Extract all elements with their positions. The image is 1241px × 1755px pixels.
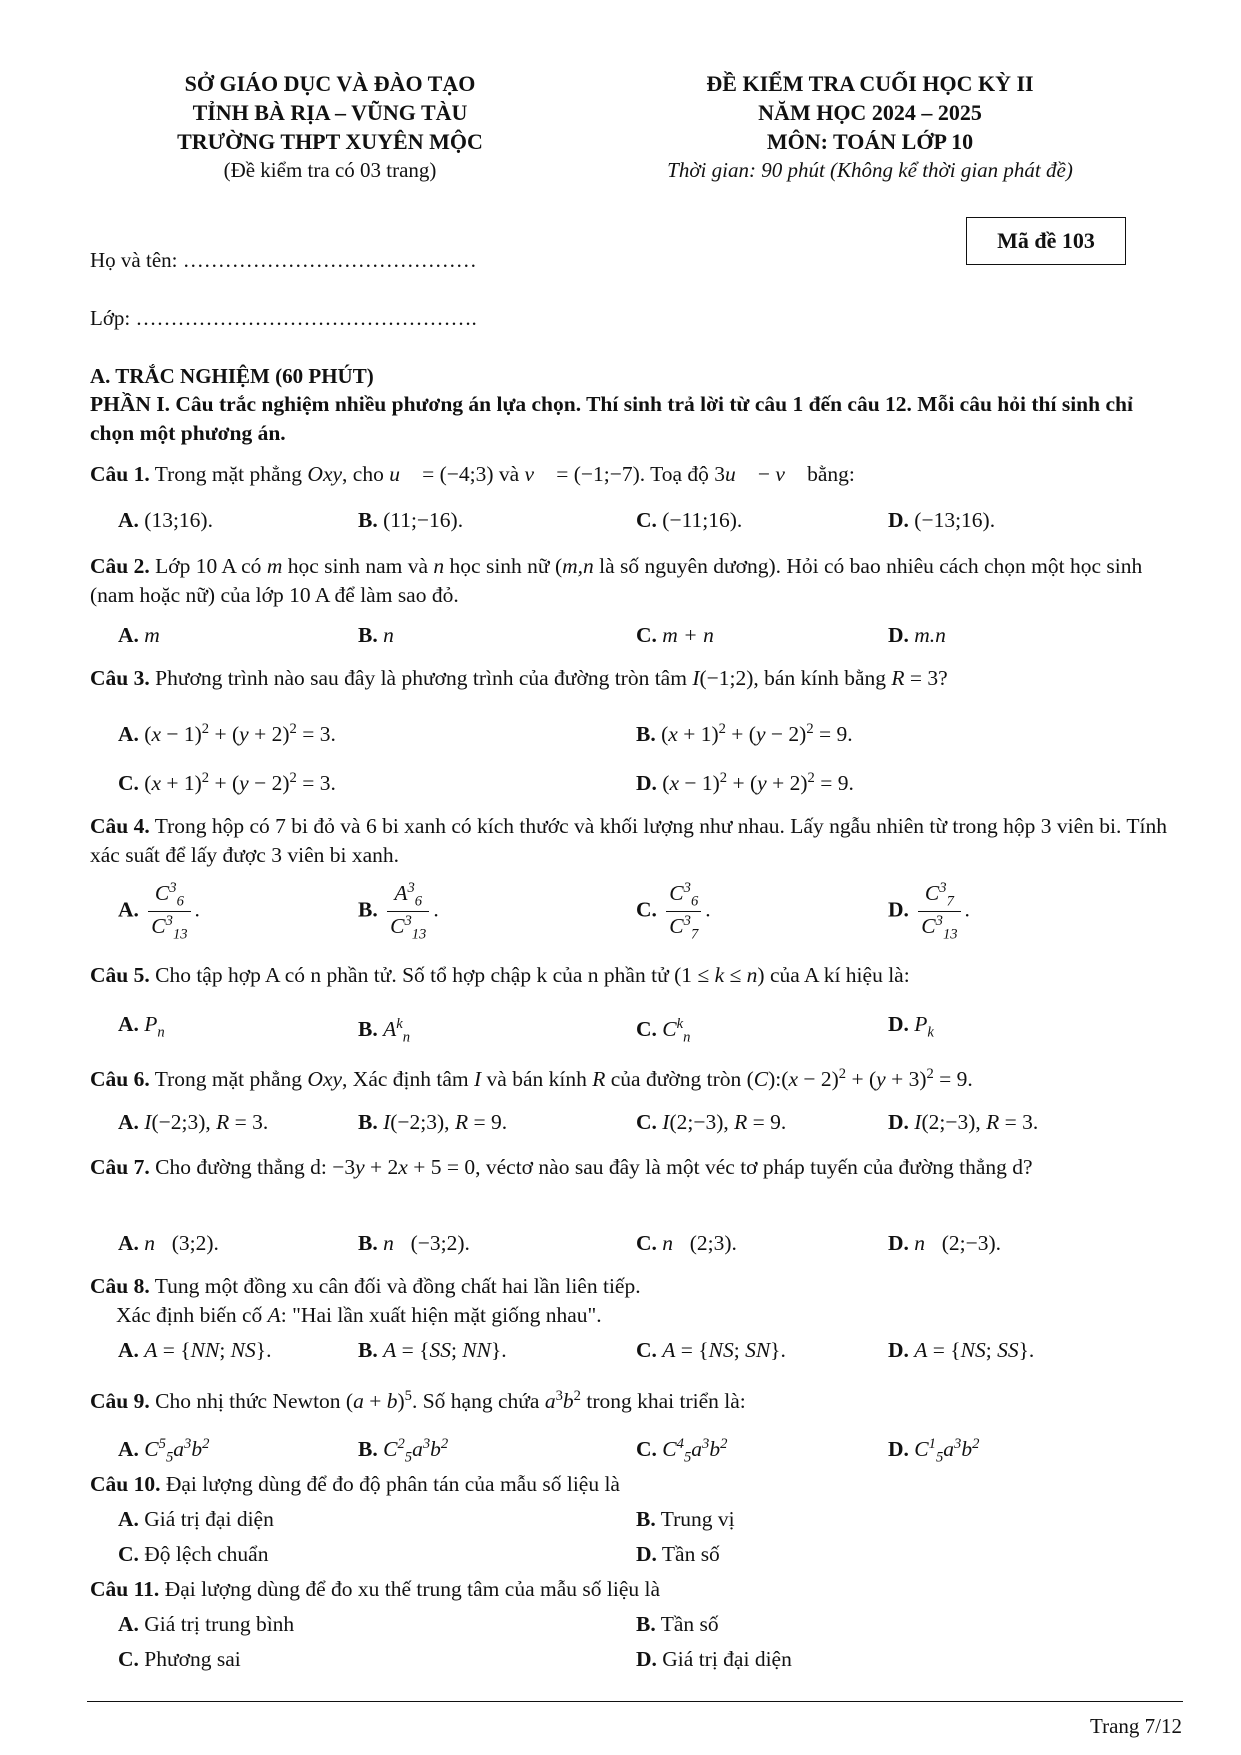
q2-option-d[interactable]: D. m.n <box>888 623 946 647</box>
q6-option-b[interactable]: B. I(−2;3), R = 9. <box>358 1110 508 1134</box>
dept-name: SỞ GIÁO DỤC VÀ ĐÀO TẠO <box>184 71 476 96</box>
q2-option-b[interactable]: B. n <box>358 623 394 647</box>
q1-option-b[interactable]: B. (11;−16). <box>358 508 464 532</box>
class-field: Lớp: …………………………………………. <box>90 306 477 330</box>
q11-option-d[interactable]: D. Giá trị đại diện <box>636 1647 792 1671</box>
question-1: Câu 1. Trong mặt phẳng Oxy, cho u⃗ = (−4;3) và v⃗ = (−1;−7). Toạ độ 3u⃗ − v⃗ bằng: <box>90 462 855 486</box>
q7-option-c[interactable]: C. n⃗(2;3). <box>636 1231 737 1255</box>
q10-option-b[interactable]: B. Trung vị <box>636 1507 735 1531</box>
q4-option-a[interactable]: A. $\frac{C^3_6}{C^3_{13}}$ . <box>118 880 200 943</box>
exam-code-box: Mã đề 103 <box>966 217 1126 265</box>
q11-option-c[interactable]: C. Phương sai <box>118 1647 241 1671</box>
q3-option-c[interactable]: C. $(x + 1)^2 + (y - 2)^2 = 3$. <box>118 770 336 796</box>
q4-option-b[interactable]: B. $\frac{A^3_6}{C^3_{13}}$ . <box>358 880 439 943</box>
q1-option-d[interactable]: D. (−13;16). <box>888 508 996 532</box>
q2-option-a[interactable]: A. m <box>118 623 160 647</box>
q7-option-a[interactable]: A. n⃗(3;2). <box>118 1231 219 1255</box>
question-4: Câu 4. Trong hộp có 7 bi đỏ và 6 bi xanh có kích thước và khối lượng như nhau. Lấy ngẫu nhiên từ trong hộp 3 viên bi. Tính xác suất để lấy được 3 viên bi xanh. <box>90 814 1167 867</box>
q1-option-a[interactable]: A. (13;16). <box>118 508 213 532</box>
question-3: Câu 3. Phương trình nào sau đây là phương trình của đường tròn tâm I(−1;2), bán kính bằng R = 3? <box>90 666 948 690</box>
q3-option-b[interactable]: B. $(x + 1)^2 + (y - 2)^2 = 9$. <box>636 721 853 747</box>
q6-option-d[interactable]: D. I(2;−3), R = 3. <box>888 1110 1039 1134</box>
question-8-line2: Xác định biến cố A: "Hai lần xuất hiện mặt giống nhau". <box>116 1303 602 1327</box>
question-7: Câu 7. Cho đường thẳng d: −3y + 2x + 5 = 0, véctơ nào sau đây là một véc tơ pháp tuyến của đường thẳng d? <box>90 1155 1033 1179</box>
question-9: Câu 9. Cho nhị thức Newton $(a + b)^5$. Số hạng chứa $a^3b^2$ trong khai triển là: <box>90 1388 746 1414</box>
question-2: Câu 2. Lớp 10 A có m học sinh nam và n học sinh nữ (m,n là số nguyên dương). Hỏi có bao nhiêu cách chọn một học sinh (nam hoặc nữ) của lớp 10 A để làm sao đỏ. <box>90 554 1143 607</box>
q5-option-a[interactable]: A. $P_n$ <box>118 1012 165 1041</box>
footer-divider <box>87 1701 1183 1702</box>
q1-option-c[interactable]: C. (−11;16). <box>636 508 743 532</box>
q8-option-a[interactable]: A. A = {NN; NS}. <box>118 1338 272 1362</box>
q7-option-b[interactable]: B. n⃗(−3;2). <box>358 1231 470 1255</box>
q10-option-d[interactable]: D. Tần số <box>636 1542 720 1566</box>
q2-option-c[interactable]: C. m + n <box>636 623 714 647</box>
q3-option-a[interactable]: A. $(x - 1)^2 + (y + 2)^2 = 3$. <box>118 721 336 747</box>
q11-option-b[interactable]: B. Tần số <box>636 1612 719 1636</box>
school-name: TRƯỜNG THPT XUYÊN MỘC <box>177 129 483 154</box>
q9-option-c[interactable]: C. $C^4_5a^3b^2$ <box>636 1436 728 1466</box>
q9-option-d[interactable]: D. $C^1_5a^3b^2$ <box>888 1436 980 1466</box>
province-name: TỈNH BÀ RỊA – VŨNG TÀU <box>192 100 468 125</box>
q7-option-d[interactable]: D. n⃗(2;−3). <box>888 1231 1002 1255</box>
q10-option-a[interactable]: A. Giá trị đại diện <box>118 1507 274 1531</box>
question-5: Câu 5. Cho tập hợp A có n phần tử. Số tổ hợp chập k của n phần tử (1 ≤ k ≤ n) của A kí hiệu là: <box>90 963 910 987</box>
q9-option-a[interactable]: A. $C^5_5a^3b^2$ <box>118 1436 210 1466</box>
name-field: Họ và tên: …………………………………… <box>90 248 477 272</box>
q8-option-c[interactable]: C. A = {NS; SN}. <box>636 1338 786 1362</box>
q10-option-c[interactable]: C. Độ lệch chuẩn <box>118 1542 269 1566</box>
q6-option-c[interactable]: C. I(2;−3), R = 9. <box>636 1110 787 1134</box>
q8-option-d[interactable]: D. A = {NS; SS}. <box>888 1338 1035 1362</box>
page-number: Trang 7/12 <box>1090 1714 1182 1738</box>
q5-option-c[interactable]: C. $C^k_n$ <box>636 1016 691 1046</box>
section-title: A. TRẮC NGHIỆM (60 PHÚT) <box>90 364 374 388</box>
exam-title: ĐỀ KIỂM TRA CUỐI HỌC KỲ II <box>706 71 1034 96</box>
question-6: Câu 6. Trong mặt phẳng Oxy, Xác định tâm I và bán kính R của đường tròn (C):(x − $2)^2 + (y + 3)^2 = 9$. <box>90 1066 973 1092</box>
q6-option-a[interactable]: A. I(−2;3), R = 3. <box>118 1110 269 1134</box>
part1-instructions: PHẦN I. Câu trắc nghiệm nhiều phương án lựa chọn. Thí sinh trả lời từ câu 1 đến câu 12. Mỗi câu hỏi thí sinh chỉ chọn một phương án. <box>90 392 1133 445</box>
q5-option-d[interactable]: D. $P_k$ <box>888 1012 934 1041</box>
q11-option-a[interactable]: A. Giá trị trung bình <box>118 1612 295 1636</box>
page-count-note: (Đề kiểm tra có 03 trang) <box>223 158 437 182</box>
q9-option-b[interactable]: B. $C^2_5a^3b^2$ <box>358 1436 449 1466</box>
q3-option-d[interactable]: D. $(x - 1)^2 + (y + 2)^2 = 9$. <box>636 770 854 796</box>
q4-option-d[interactable]: D. $\frac{C^3_7}{C^3_{13}}$ . <box>888 880 970 943</box>
question-8: Câu 8. Tung một đồng xu cân đối và đồng chất hai lần liên tiếp. <box>90 1274 641 1298</box>
q8-option-b[interactable]: B. A = {SS; NN}. <box>358 1338 507 1362</box>
question-11: Câu 11. Đại lượng dùng để đo xu thế trung tâm của mẫu số liệu là <box>90 1577 661 1601</box>
school-year: NĂM HỌC 2024 – 2025 <box>758 100 982 125</box>
subject: MÔN: TOÁN LỚP 10 <box>766 129 974 154</box>
question-10: Câu 10. Đại lượng dùng để đo độ phân tán của mẫu số liệu là <box>90 1472 620 1496</box>
q4-option-c[interactable]: C. $\frac{C^3_6}{C^3_7}$ . <box>636 880 711 943</box>
time-limit: Thời gian: 90 phút (Không kể thời gian phát đề) <box>667 158 1073 182</box>
q5-option-b[interactable]: B. $A^k_n$ <box>358 1016 411 1046</box>
